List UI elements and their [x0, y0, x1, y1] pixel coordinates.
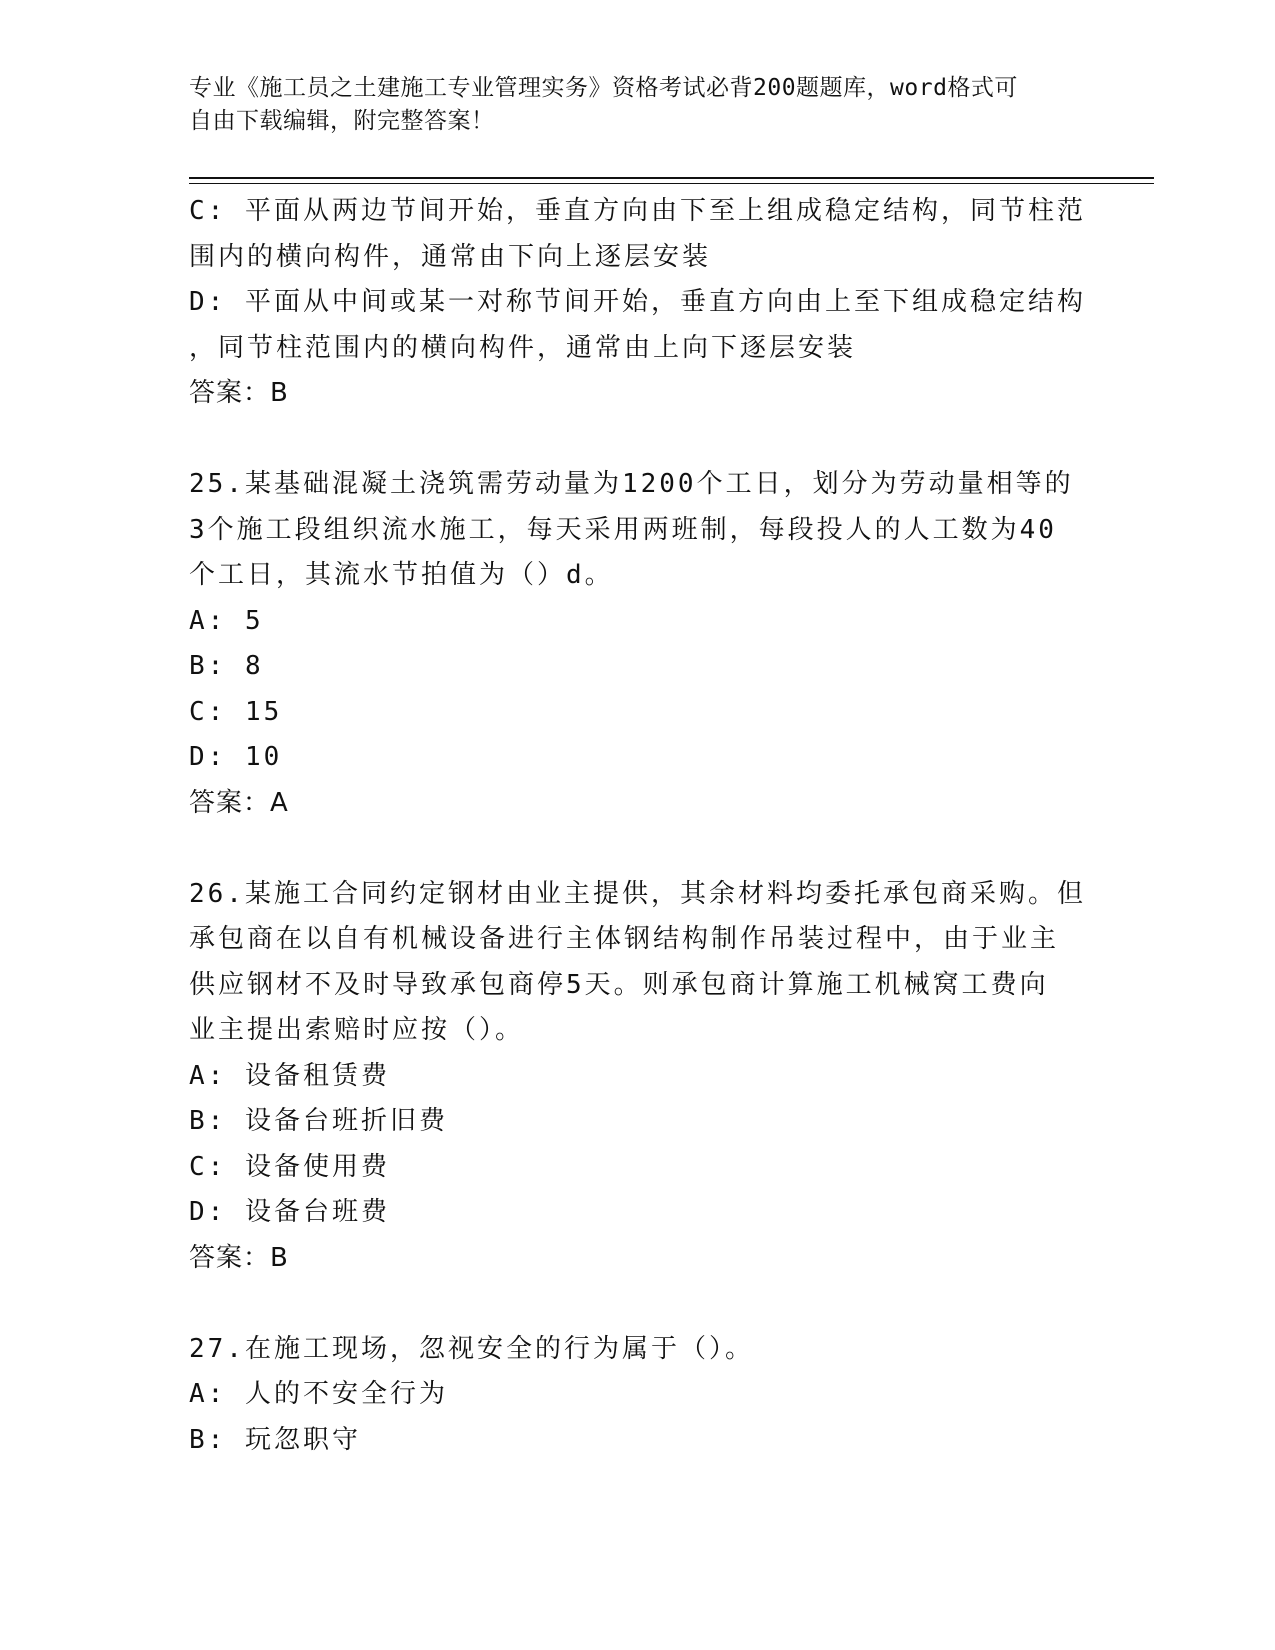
option-c: C: 15 [189, 696, 283, 727]
option-d-line-1: D: 平面从中间或某一对称节间开始，垂直方向由上至下组成稳定结构 [189, 287, 1086, 317]
question-content [189, 189, 1089, 1463]
option-d-line-2: ，同节柱范围内的横向构件，通常由上向下逐层安装 [189, 332, 857, 363]
option-b: B: 8 [189, 651, 264, 681]
header-rule-thick [189, 177, 1154, 179]
option-b: B: 设备台班折旧费 [189, 1106, 448, 1136]
question-stem-line-1: 26.某施工合同约定钢材由业主提供，其余材料均委托承包商采购。但 [189, 878, 1086, 909]
question-stem-line-2: 3个施工段组织流水施工，每天采用两班制，每段投人的人工数为40 [189, 514, 1057, 545]
option-c-line-1: C: 平面从两边节间开始，垂直方向由下至上组成稳定结构，同节柱范 [189, 196, 1086, 226]
option-a: A: 设备租赁费 [189, 1060, 390, 1091]
question-stem-line-3: 个工日，其流水节拍值为（）d。 [189, 560, 614, 590]
option-c: C: 设备使用费 [189, 1151, 390, 1182]
option-d: D: 设备台班费 [189, 1197, 390, 1227]
option-b: B: 玩忽职守 [189, 1424, 361, 1455]
question-stem-line-1: 27.在施工现场，忽视安全的行为属于（）。 [189, 1333, 754, 1364]
answer-line: 答案：A [189, 787, 289, 818]
option-c-line-2: 围内的横向构件，通常由下向上逐层安装 [189, 241, 712, 272]
question-stem-line-3: 供应钢材不及时导致承包商停5天。则承包商计算施工机械窝工费向 [189, 969, 1049, 1000]
spacer [189, 417, 1089, 463]
option-d: D: 10 [189, 742, 283, 772]
header-line-2: 自由下载编辑，附完整答案！ [189, 108, 495, 134]
option-a: A: 人的不安全行为 [189, 1379, 448, 1409]
header-rule-thin [189, 183, 1154, 184]
header-line-1: 专业《施工员之土建施工专业管理实务》资格考试必背200题题库，word格式可 [189, 75, 1018, 101]
spacer [189, 1281, 1089, 1327]
question-stem-line-2: 承包商在以自有机械设备进行主体钢结构制作吊装过程中，由于业主 [189, 924, 1060, 954]
question-stem-line-4: 业主提出索赔时应按（）。 [189, 1015, 525, 1045]
spacer [189, 826, 1089, 872]
document-header [189, 72, 1089, 138]
question-25 [189, 462, 1089, 826]
question-27 [189, 1327, 1089, 1464]
previous-question-tail [189, 189, 1089, 417]
answer-line: 答案：B [189, 1242, 289, 1273]
question-stem-line-1: 25.某基础混凝土浇筑需劳动量为1200个工日，划分为劳动量相等的 [189, 469, 1074, 499]
answer-line: 答案：B [189, 378, 289, 408]
question-26 [189, 872, 1089, 1282]
option-a: A: 5 [189, 605, 264, 636]
